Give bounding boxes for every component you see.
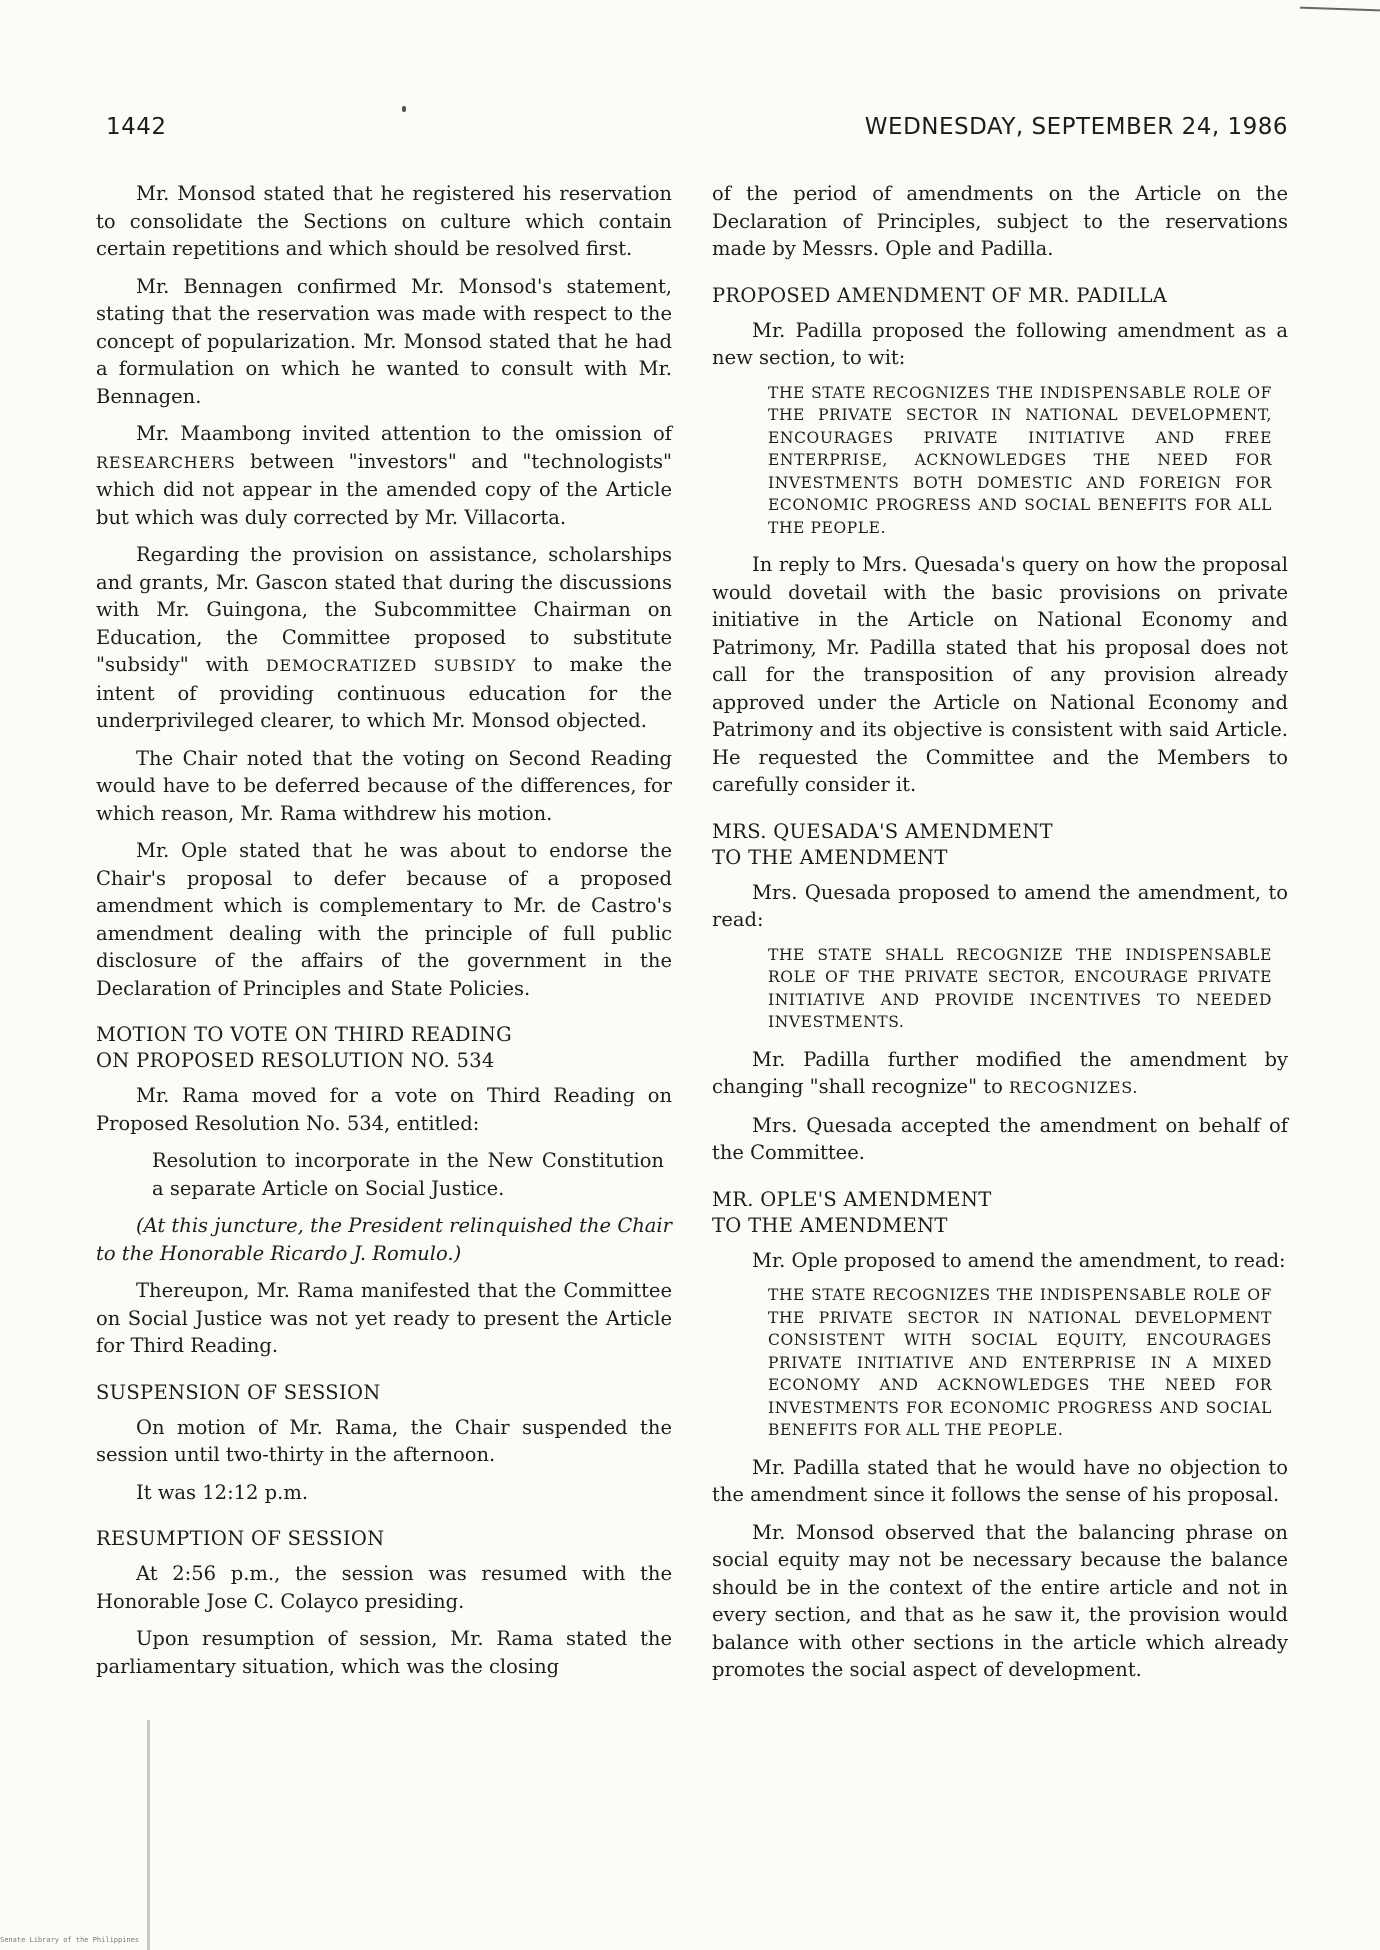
page-header: [106, 114, 1288, 140]
section-heading: PROPOSED AMENDMENT OF MR. PADILLA: [712, 283, 1168, 307]
paragraph: In reply to Mrs. Quesada's query on how the proposal would dovetail with the basic provisions on private initiative in the Article on National Economy and Patrimony, Mr. Padilla stated that his proposal does not call for the transposition of any provision already approved under the Article on National Economy and Patrimony and its objective is consistent with said Article. He requested the Committee and the Members to carefully consider it.: [712, 553, 1288, 796]
text-run: Mr. Maambong invited attention to the omission of: [136, 422, 672, 445]
left-column: [96, 180, 672, 1690]
paragraph: Mrs. Quesada proposed to amend the amendment, to read:: [712, 880, 1288, 931]
paragraph: On motion of Mr. Rama, the Chair suspended the session until two-thirty in the afternoon.: [96, 1415, 672, 1466]
heading-line: MOTION TO VOTE ON THIRD READING: [96, 1023, 513, 1046]
heading-line: TO THE AMENDMENT: [712, 845, 948, 869]
paragraph: [96, 541, 672, 735]
paragraph: Upon resumption of session, Mr. Rama stated the parliamentary situation, which was the closing: [96, 1627, 672, 1678]
paragraph: The Chair noted that the voting on Second Reading would have to be deferred because of the differences, for which reason, Mr. Rama withdrew his motion.: [96, 746, 672, 825]
scan-speck: [402, 106, 406, 112]
paragraph: of the period of amendments on the Article on the Declaration of Principles, subject to the reservations made by Messrs. Ople and Padilla.: [712, 182, 1288, 260]
paragraph: Mr. Bennagen confirmed Mr. Monsod's statement, stating that the reservation was made with respect to the concept of popularization. Mr. Monsod stated that he had a formulation on which he wanted to consult with Mr. Bennagen.: [96, 274, 672, 408]
amendment-text: THE STATE RECOGNIZES THE INDISPENSABLE ROLE OF THE PRIVATE SECTOR IN NATIONAL DEVELOPMENT, ENCOURAGES PRIVATE INITIATIVE AND FREE ENTERPRISE, ACKNOWLEDGES THE NEED FOR INVESTMENTS BOTH DOMESTIC AND FOREIGN FOR ECONOMIC PROGRESS AND SOCIAL BENEFITS FOR ALL THE PEOPLE.: [768, 383, 1272, 537]
paragraph: Mrs. Quesada accepted the amendment on behalf of the Committee.: [712, 1113, 1288, 1164]
binding-rule: [147, 1720, 150, 1950]
paragraph: Mr. Ople stated that he was about to endorse the Chair's proposal to defer because of a proposed amendment which is complementary to Mr. de Castro's amendment dealing with the principle of full public disclosure of the affairs of the government in the Declaration of Principles and State Policies.: [96, 839, 672, 1000]
paragraph: Mr. Rama moved for a vote on Third Reading on Proposed Resolution No. 534, entitled:: [96, 1084, 672, 1135]
text-run: Regarding the provision on assistance, scholarships and grants, Mr. Gascon stated that during the discussions with Mr. Guingona, the Subcommittee Chairman on Education, the Committee proposed to substitute "subsidy" with: [96, 543, 672, 676]
small-caps-term: RECOGNIZES.: [1009, 1078, 1139, 1097]
quoted-title: Resolution to incorporate in the New Constitution a separate Article on Social Justice.: [152, 1149, 664, 1200]
paragraph: Mr. Monsod observed that the balancing phrase on social equity may not be necessary because the balance should be in the context of the entire article and not in every section, and that as he saw it, the provision would balance with other sections in the article which already promotes the social aspect of development.: [712, 1520, 1288, 1681]
page-number: 1442: [106, 114, 167, 140]
heading-line: ON PROPOSED RESOLUTION NO. 534: [96, 1049, 495, 1072]
heading-line: MRS. QUESADA'S AMENDMENT: [712, 819, 1053, 843]
section-heading: SUSPENSION OF SESSION: [96, 1380, 381, 1404]
paragraph: It was 12:12 p.m.: [136, 1480, 309, 1504]
scan-edge-mark: [1300, 7, 1380, 12]
paragraph: Mr. Monsod stated that he registered his reservation to consolidate the Sections on culture which contain certain repetitions and which should be resolved first.: [96, 182, 672, 260]
text-run: to make the intent of providing continuous education for the underprivileged clearer, to which Mr. Monsod objected.: [96, 653, 672, 732]
library-stamp: Senate Library of the Philippines: [0, 1936, 140, 1944]
paragraph: [96, 420, 672, 531]
small-caps-term: RESEARCHERS: [96, 452, 236, 472]
section-heading: [712, 1187, 1288, 1239]
paragraph: [712, 1046, 1288, 1102]
heading-line: MR. OPLE'S AMENDMENT: [712, 1187, 992, 1211]
amendment-text: THE STATE SHALL RECOGNIZE THE INDISPENSABLE ROLE OF THE PRIVATE SECTOR, ENCOURAGE PRIVATE INITIATIVE AND PROVIDE INCENTIVES TO NEEDED INVESTMENTS.: [768, 945, 1272, 1031]
paragraph: Mr. Padilla proposed the following amendment as a new section, to wit:: [712, 318, 1288, 369]
paragraph: At 2:56 p.m., the session was resumed with the Honorable Jose C. Colayco presiding.: [96, 1562, 672, 1613]
paragraph: Mr. Ople proposed to amend the amendment, to read:: [752, 1248, 1286, 1272]
italic-note: (At this juncture, the President relinquished the Chair to the Honorable Ricardo J. Romulo.): [96, 1214, 672, 1265]
small-caps-term: DEMOCRATIZED SUBSIDY: [265, 656, 517, 675]
text-run: between "investors" and "technologists" which did not appear in the amended copy of the Article but which was duly corrected by Mr. Villacorta.: [96, 449, 672, 529]
paragraph: Thereupon, Mr. Rama manifested that the Committee on Social Justice was not yet ready to present the Article for Third Reading.: [96, 1279, 672, 1357]
page-date: WEDNESDAY, SEPTEMBER 24, 1986: [864, 114, 1288, 140]
right-column: [712, 180, 1288, 1694]
amendment-text: THE STATE RECOGNIZES THE INDISPENSABLE ROLE OF THE PRIVATE SECTOR IN NATIONAL DEVELOPMENT CONSISTENT WITH SOCIAL EQUITY, ENCOURAGES PRIVATE INITIATIVE AND ENTERPRISE IN A MIXED ECONOMY AND ACKNOWLEDGES THE NEED FOR INVESTMENTS FOR ECONOMIC PROGRESS AND SOCIAL BENEFITS FOR ALL THE PEOPLE.: [768, 1286, 1272, 1439]
section-heading: [712, 819, 1288, 871]
section-heading: [96, 1022, 672, 1074]
text-run: Mr. Padilla further modified the amendment by changing "shall recognize" to: [712, 1047, 1288, 1098]
heading-line: TO THE AMENDMENT: [712, 1213, 948, 1237]
section-heading: RESUMPTION OF SESSION: [96, 1527, 385, 1550]
paragraph: Mr. Padilla stated that he would have no objection to the amendment since it follows the sense of his proposal.: [712, 1455, 1288, 1506]
